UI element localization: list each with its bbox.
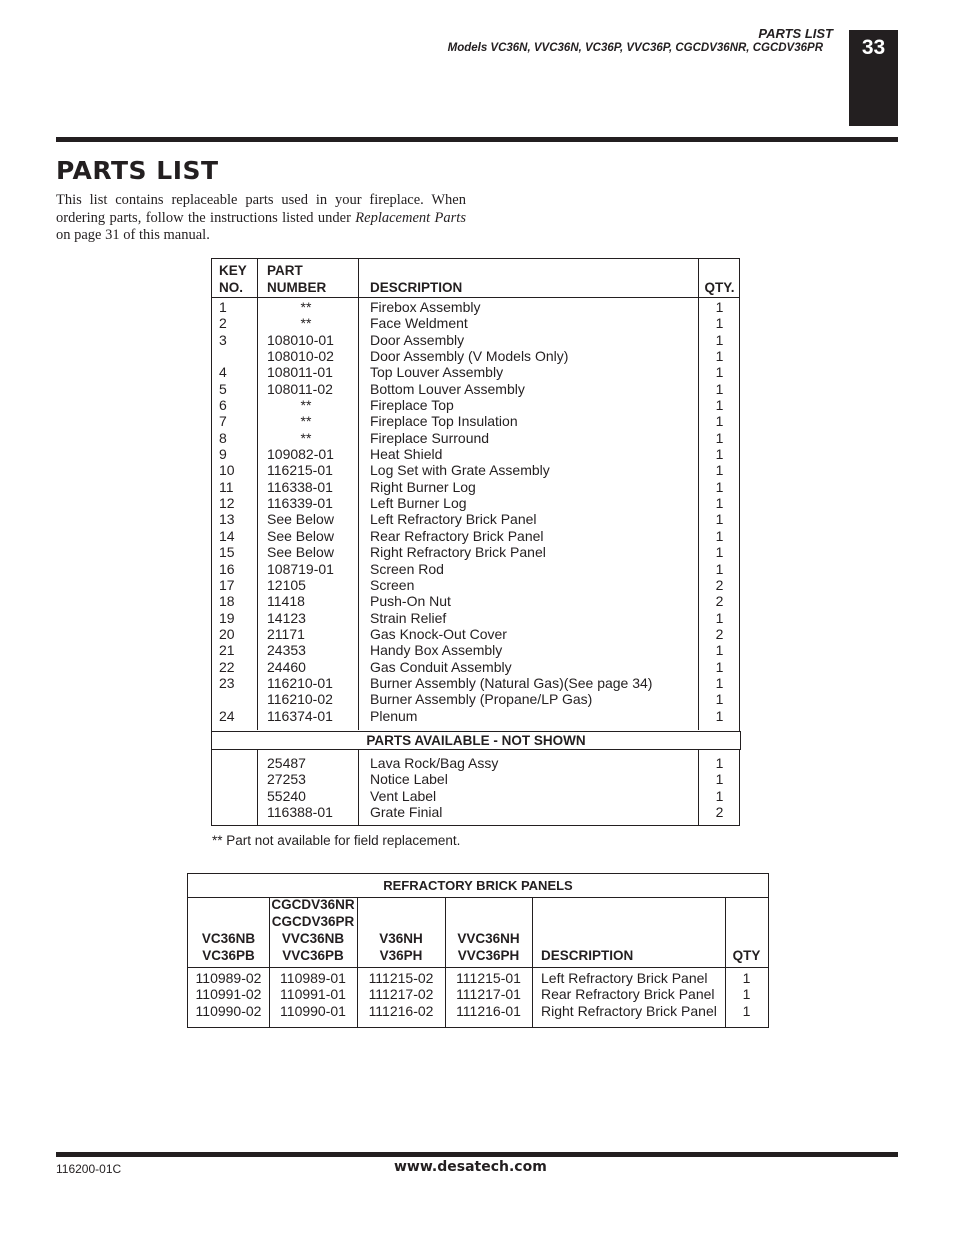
qty-cell: 1 (715, 380, 724, 397)
part-number-cell: ** (300, 299, 312, 315)
key-cell: 21 (219, 642, 235, 659)
brick-column (357, 970, 445, 1019)
brick-header-line: VVC36NH (457, 931, 520, 946)
description-cell: Fireplace Surround (370, 429, 490, 446)
brick-header-line: CGCDV36PR (271, 914, 355, 929)
part-number-cell: 116210-01 (267, 674, 333, 691)
page-number: 33 (861, 36, 886, 59)
key-cell: 5 (219, 380, 227, 397)
table-row (212, 364, 739, 380)
qty-cell: 1 (715, 560, 724, 577)
qty-cell: 1 (715, 331, 724, 348)
table-row (212, 544, 739, 560)
key-cell: 18 (219, 593, 235, 610)
brick-header-line: VVC36NB (281, 931, 345, 946)
part-number-cell: ** (300, 397, 312, 414)
key-cell: 15 (219, 544, 235, 561)
qty-cell: 1 (715, 495, 724, 512)
brick-cell: 111217-02 (368, 986, 434, 1003)
table-row (212, 708, 739, 724)
header-part-line1: PART (267, 263, 303, 278)
qty-cell: 1 (715, 446, 724, 463)
description-cell: Screen Rod (370, 560, 444, 577)
qty-cell: 1 (715, 658, 724, 675)
brick-header-cell (532, 947, 725, 964)
description-cell: Fireplace Top (370, 397, 454, 414)
part-number-cell: 11418 (267, 593, 305, 610)
qty-cell: 1 (715, 299, 724, 315)
part-number-cell: See Below (267, 544, 334, 561)
part-number-cell: 116338-01 (267, 478, 333, 495)
part-number-cell: 108719-01 (267, 560, 334, 577)
header-models: Models VC36N, VVC36N, VC36P, VVC36P, CGCDV36NR, CGCDV36PR (447, 42, 823, 54)
description-cell: Plenum (370, 707, 418, 724)
part-number-cell: 108010-01 (267, 331, 334, 348)
part-number-cell: 24460 (267, 658, 306, 675)
description-cell: Firebox Assembly (370, 299, 481, 315)
qty-cell: 1 (715, 755, 724, 771)
brick-cell: 110989-02 (195, 970, 262, 986)
table-row (212, 413, 739, 429)
description-cell: Top Louver Assembly (370, 364, 504, 381)
description-cell: Strain Relief (370, 609, 447, 626)
brick-header-cell (269, 896, 357, 964)
brick-cell: 110989-01 (280, 970, 346, 986)
qty-cell: 1 (715, 429, 724, 446)
intro-paragraph (56, 192, 466, 245)
key-cell: 24 (219, 707, 235, 724)
qty-cell: 1 (715, 787, 724, 804)
table-row (212, 528, 739, 544)
brick-header-line: QTY (732, 948, 761, 963)
part-number-cell: 116215-01 (267, 462, 333, 479)
description-cell: Heat Shield (370, 446, 443, 463)
qty-cell: 1 (715, 397, 724, 414)
page-title: PARTS LIST (56, 156, 219, 185)
part-number-cell: 108010-02 (267, 348, 334, 365)
brick-cell: 111215-01 (456, 970, 521, 986)
table-row (212, 577, 739, 593)
brick-column (269, 970, 357, 1019)
table-row (212, 771, 739, 787)
key-cell: 7 (219, 413, 227, 430)
key-cell: 4 (219, 364, 227, 381)
brick-header-line: V36PH (379, 948, 423, 963)
parts-table (211, 258, 740, 826)
part-number-cell: 21171 (267, 625, 305, 642)
intro-text-emphasis: Replacement Parts (355, 209, 466, 226)
key-cell: 1 (219, 299, 227, 315)
header-key-line2: NO. (219, 280, 244, 295)
brick-column (725, 970, 768, 1019)
qty-cell: 1 (715, 642, 724, 659)
table-row (212, 430, 739, 446)
qty-cell: 1 (715, 511, 724, 528)
brick-cell: 111217-01 (456, 986, 521, 1003)
brick-column (532, 970, 725, 1019)
header-qty: QTY. (704, 280, 735, 295)
qty-cell: 1 (715, 462, 724, 479)
qty-cell: 1 (715, 348, 724, 365)
header-section-title: PARTS LIST (758, 26, 833, 41)
footnote: ** Part not available for field replacement. (212, 833, 461, 848)
table-row (212, 561, 739, 577)
brick-cell: Right Refractory Brick Panel (541, 1002, 717, 1019)
document-number: 116200-01C (56, 1162, 122, 1176)
header-key-line1: KEY (219, 263, 247, 278)
part-number-cell: 116210-02 (267, 691, 333, 708)
part-number-cell: ** (300, 429, 312, 446)
qty-cell: 2 (715, 804, 724, 821)
description-cell: Burner Assembly (Natural Gas)(See page 34) (370, 674, 653, 691)
table-row (212, 755, 739, 771)
brick-table-header (188, 898, 768, 968)
description-cell: Screen (370, 576, 415, 593)
brick-header-line: VC36PB (202, 948, 255, 963)
brick-table-title: REFRACTORY BRICK PANELS (188, 874, 768, 898)
brick-cell: 1 (742, 970, 751, 986)
key-cell: 6 (219, 397, 227, 414)
part-number-cell: 14123 (267, 609, 306, 626)
page-number-tab (849, 30, 898, 126)
bottom-rule (56, 1152, 898, 1157)
qty-cell: 1 (715, 315, 724, 332)
key-cell: 20 (219, 625, 235, 642)
brick-cell: 111215-02 (368, 970, 434, 986)
part-number-cell: 25487 (267, 755, 306, 771)
table-row (212, 299, 739, 315)
brick-header-line: VC36NB (201, 931, 256, 946)
table-row (212, 511, 739, 527)
description-cell: Lava Rock/Bag Assy (370, 755, 499, 771)
part-number-cell: See Below (267, 511, 334, 528)
brick-header-cell (357, 930, 445, 964)
parts-table-body (212, 298, 739, 731)
not-shown-heading: PARTS AVAILABLE - NOT SHOWN (212, 731, 741, 750)
table-row (212, 397, 739, 413)
description-cell: Face Weldment (370, 315, 468, 332)
part-number-cell: See Below (267, 527, 334, 544)
table-row (212, 675, 739, 691)
table-row (212, 381, 739, 397)
table-row (212, 446, 739, 462)
header-part-line2: NUMBER (267, 280, 327, 295)
part-number-cell: 109082-01 (267, 446, 334, 463)
key-cell: 17 (219, 576, 235, 593)
qty-cell: 2 (715, 625, 724, 642)
description-cell: Push-On Nut (370, 593, 451, 610)
part-number-cell: 27253 (267, 771, 306, 788)
key-cell: 22 (219, 658, 235, 675)
brick-header-line: DESCRIPTION (541, 948, 634, 963)
description-cell: Left Refractory Brick Panel (370, 511, 537, 528)
table-row (212, 495, 739, 511)
top-rule (56, 137, 898, 142)
table-row (212, 462, 739, 478)
table-row (212, 315, 739, 331)
description-cell: Gas Knock-Out Cover (370, 625, 507, 642)
qty-cell: 1 (715, 544, 724, 561)
brick-panel-table (187, 873, 769, 1028)
part-number-cell: 108011-02 (267, 380, 333, 397)
part-number-cell: ** (300, 413, 312, 430)
brick-header-line: VVC36PH (457, 948, 520, 963)
key-cell: 13 (219, 511, 235, 528)
key-cell: 23 (219, 674, 235, 691)
table-row (212, 610, 739, 626)
table-row (212, 332, 739, 348)
header-description: DESCRIPTION (370, 280, 463, 295)
description-cell: Left Burner Log (370, 495, 467, 512)
qty-cell: 1 (715, 707, 724, 724)
description-cell: Handy Box Assembly (370, 642, 503, 659)
qty-cell: 1 (715, 674, 724, 691)
website-url: www.desatech.com (394, 1159, 547, 1175)
not-shown-table-body (212, 750, 739, 825)
qty-cell: 1 (715, 364, 724, 381)
brick-cell: 110990-02 (195, 1002, 262, 1019)
brick-cell: Left Refractory Brick Panel (541, 970, 708, 986)
intro-text-before: This list contains replaceable parts used in your fireplace. When ordering parts, follow the instructions listed under (56, 192, 466, 226)
description-cell: Rear Refractory Brick Panel (370, 527, 544, 544)
description-cell: Log Set with Grate Assembly (370, 462, 550, 479)
part-number-cell: 116339-01 (267, 495, 333, 512)
table-row (212, 788, 739, 804)
description-cell: Bottom Louver Assembly (370, 380, 525, 397)
description-cell: Door Assembly (V Models Only) (370, 348, 569, 365)
part-number-cell: 55240 (267, 787, 306, 804)
part-number-cell: 108011-01 (267, 364, 333, 381)
brick-header-cell (725, 947, 768, 964)
qty-cell: 1 (715, 771, 724, 788)
key-cell: 3 (219, 331, 227, 348)
key-cell: 11 (219, 478, 234, 495)
description-cell: Gas Conduit Assembly (370, 658, 512, 675)
key-cell: 9 (219, 446, 227, 463)
qty-cell: 1 (715, 609, 724, 626)
parts-table-header (212, 259, 739, 298)
part-number-cell: 24353 (267, 642, 306, 659)
key-cell: 14 (219, 527, 235, 544)
table-row (212, 626, 739, 642)
brick-header-cell (445, 930, 532, 964)
brick-header-line: V36NH (379, 931, 423, 946)
intro-text-after: on page 31 of this manual. (56, 227, 210, 243)
description-cell: Right Burner Log (370, 478, 476, 495)
description-cell: Fireplace Top Insulation (370, 413, 518, 430)
description-cell: Door Assembly (370, 331, 465, 348)
description-cell: Grate Finial (370, 804, 443, 821)
brick-header-cell (188, 930, 269, 964)
table-row (212, 642, 739, 658)
description-cell: Right Refractory Brick Panel (370, 544, 546, 561)
brick-cell: 110991-02 (195, 986, 262, 1003)
brick-column (188, 970, 269, 1019)
brick-cell: 111216-02 (368, 1002, 434, 1019)
key-cell: 16 (219, 560, 235, 577)
key-cell: 2 (219, 315, 227, 332)
table-row (212, 691, 739, 707)
brick-cell: 110990-01 (280, 1002, 346, 1019)
header-key (219, 262, 247, 300)
description-cell: Vent Label (370, 787, 437, 804)
qty-cell: 1 (715, 413, 724, 430)
qty-cell: 2 (715, 593, 724, 610)
brick-header-line: VVC36PB (282, 948, 344, 963)
brick-cell: Rear Refractory Brick Panel (541, 986, 715, 1003)
part-number-cell: 116374-01 (267, 707, 333, 724)
header-part (267, 262, 326, 300)
table-row (212, 659, 739, 675)
part-number-cell: 116388-01 (267, 804, 333, 821)
brick-cell: 1 (742, 1002, 751, 1019)
description-cell: Notice Label (370, 771, 448, 788)
table-row (212, 593, 739, 609)
brick-cell: 1 (742, 986, 751, 1003)
qty-cell: 1 (715, 691, 724, 708)
description-cell: Burner Assembly (Propane/LP Gas) (370, 691, 593, 708)
qty-cell: 1 (715, 527, 724, 544)
part-number-cell: 12105 (267, 576, 306, 593)
key-cell: 12 (219, 495, 235, 512)
part-number-cell: ** (300, 315, 312, 332)
brick-column (445, 970, 532, 1019)
key-cell: 8 (219, 429, 227, 446)
brick-cell: 111216-01 (456, 1002, 521, 1019)
table-row (212, 479, 739, 495)
table-row (212, 348, 739, 364)
brick-header-line: CGCDV36NR (271, 897, 355, 912)
qty-cell: 2 (715, 576, 724, 593)
brick-cell: 110991-01 (280, 986, 346, 1003)
key-cell: 19 (219, 609, 235, 626)
qty-cell: 1 (715, 478, 724, 495)
table-row (212, 804, 739, 820)
key-cell: 10 (219, 462, 235, 479)
